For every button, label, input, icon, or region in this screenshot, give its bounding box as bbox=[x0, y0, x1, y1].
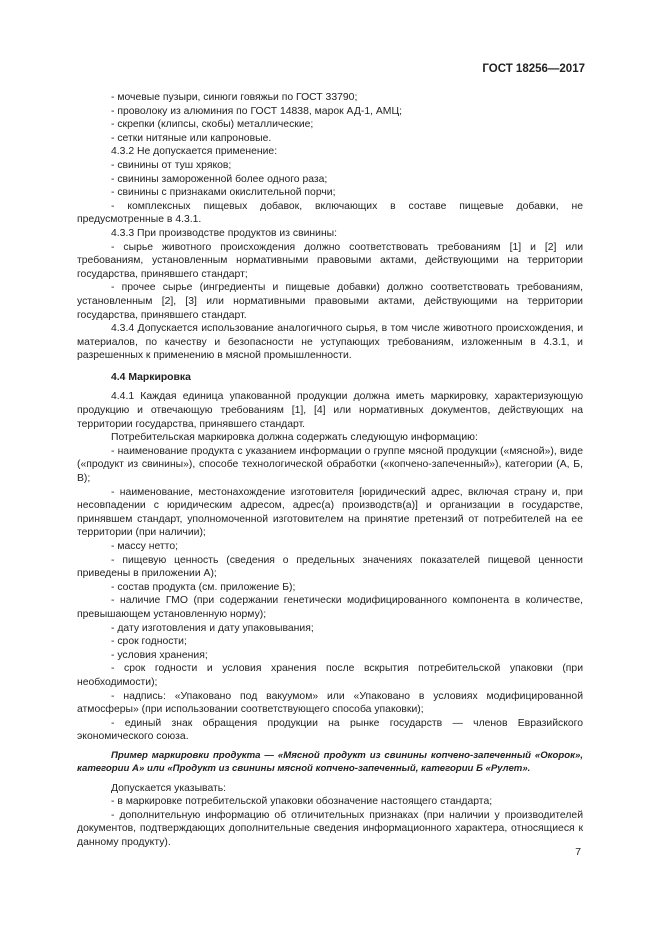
list-item: - прочее сырье (ингредиенты и пищевые добавки) должно соответствовать требованиям, установленным [2], [3] или нормативными правовыми актами, действующими на территории государства, принявшего стандарт. bbox=[77, 282, 583, 321]
document-body bbox=[77, 91, 583, 849]
list-item: - дату изготовления и дату упаковывания; bbox=[111, 622, 314, 634]
document-header: ГОСТ 18256—2017 bbox=[482, 63, 585, 75]
list-item: - срок годности; bbox=[111, 636, 187, 648]
list-item: - наименование продукта с указанием информации о группе мясной продукции («мясной»), виде («продукт из свинины»), способе технологической обработки («копчено-запеченный»), категории (А, Б, В); bbox=[77, 445, 583, 485]
clause-4-3-3: 4.3.3 При производстве продуктов из свинины: bbox=[111, 227, 338, 239]
list-item: - свинины от туш хряков; bbox=[111, 159, 232, 171]
paragraph: Допускается указывать: bbox=[111, 782, 227, 794]
list-item: - срок годности и условия хранения после вскрытия потребительской упаковки (при необходимости); bbox=[77, 663, 583, 688]
list-item: - комплексных пищевых добавок, включающих в составе пищевые добавки, не предусмотренные в 4.3.1. bbox=[77, 200, 583, 226]
page-number: 7 bbox=[575, 847, 581, 858]
list-item: - наличие ГМО (при содержании генетически модифицированного компонента в количестве, превышающем установленную норму); bbox=[77, 595, 583, 620]
clause-4-4-1: 4.4.1 Каждая единица упакованной продукции должна иметь маркировку, характеризующую продукцию и отвечающую требованиям [1], [4] или нормативных документов, действующих на территории государства, принявшего стандарт. bbox=[77, 391, 583, 430]
list-item: - сетки нитяные или капроновые. bbox=[111, 132, 272, 144]
list-item: - надпись: «Упаковано под вакуумом» или «Упаковано в условиях модифицированной атмосферы» (при использовании соответствующего способа упаковки); bbox=[77, 690, 583, 716]
list-item: - состав продукта (см. приложение Б); bbox=[111, 581, 296, 593]
example-note: Пример маркировки продукта — «Мясной продукт из свинины копчено-запеченный «Окорок», категории А» или «Продукт из свинины мясной копчено-запеченный, категории Б «Рулет». bbox=[77, 749, 583, 774]
list-item: - свинины с признаками окислительной порчи; bbox=[111, 187, 336, 199]
section-title: 4.4 Маркировка bbox=[111, 371, 191, 383]
clause-4-3-2: 4.3.2 Не допускается применение: bbox=[111, 146, 278, 158]
list-item: - единый знак обращения продукции на рынке государств — членов Евразийского экономического союза. bbox=[77, 717, 583, 743]
list-item: - проволоку из алюминия по ГОСТ 14838, марок АД-1, АМЦ; bbox=[111, 105, 403, 117]
list-item: - наименование, местонахождение изготовителя [юридический адрес, включая страну и, при несовпадении с юридическим адресом, адрес(а) производств(а)] и организации в государстве, принявшем стандарт, уполномоченной изготовителем на принятие претензий от потребителей на ее территории (при наличии); bbox=[77, 486, 583, 539]
list-item: - массу нетто; bbox=[111, 541, 178, 552]
list-item: - скрепки (клипсы, скобы) металлические; bbox=[111, 119, 314, 131]
list-item: - условия хранения; bbox=[111, 649, 208, 661]
paragraph: Потребительская маркировка должна содержать следующую информацию: bbox=[111, 432, 478, 444]
list-item: - свинины замороженной более одного раза; bbox=[111, 173, 328, 185]
clause-4-3-4: 4.3.4 Допускается использование аналогичного сырья, в том числе животного происхождения, и материалов, по качеству и безопасности не уступающих требованиям, изложенным в 4.3.1, и разрешенных к применению в мясной промышленности. bbox=[77, 323, 583, 362]
list-item: - дополнительную информацию об отличительных признаках (при наличии у производителей документов, подтверждающих дополнительные сведения информационного характера, относящиеся к данному продукту). bbox=[77, 809, 583, 848]
list-item: - мочевые пузыри, синюги говяжьи по ГОСТ 33790; bbox=[111, 92, 358, 103]
list-item: - в маркировке потребительской упаковки обозначение настоящего стандарта; bbox=[111, 796, 493, 808]
list-item: - пищевую ценность (сведения о предельных значениях показателей пищевой ценности приведены в приложении А); bbox=[77, 554, 583, 580]
list-item: - сырье животного происхождения должно соответствовать требованиям [1] и [2] или требованиям, установленным нормативными правовыми актами, действующими на территории государства, принявшего стандарт; bbox=[77, 241, 583, 280]
